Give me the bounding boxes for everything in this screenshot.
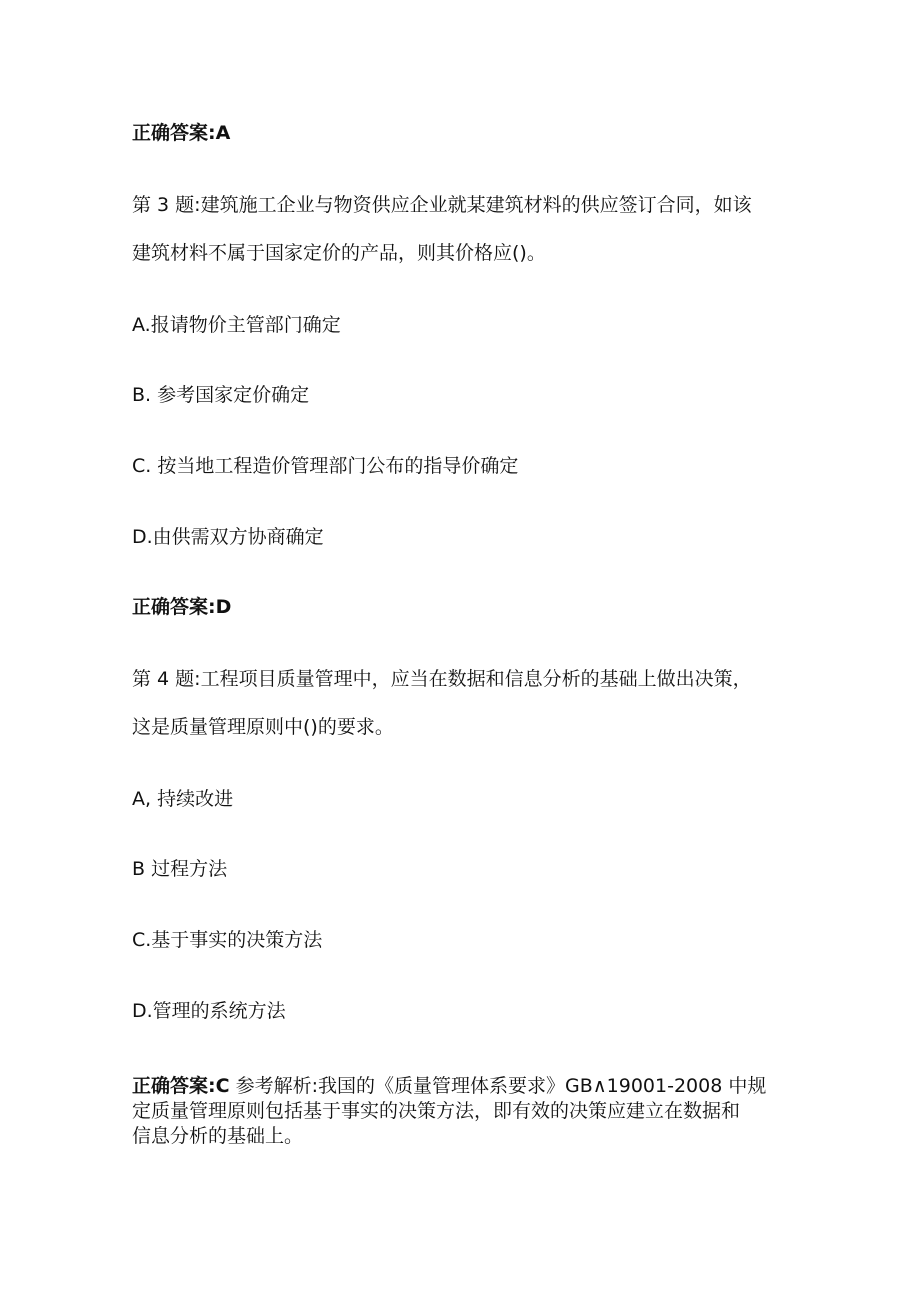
explanation-row-1 — [132, 1074, 802, 1099]
q3-option-c: C. 按当地工程造价管理部门公布的指导价确定 — [132, 455, 519, 477]
question-3-line-2: 建筑材料不属于国家定价的产品，则其价格应()。 — [132, 242, 546, 264]
answer-q4: 正确答案:C — [132, 1075, 230, 1097]
answer-q2: 正确答案:A — [132, 122, 231, 144]
question-3-line-1: 第 3 题:建筑施工企业与物资供应企业就某建筑材料的供应签订合同，如该 — [132, 194, 752, 216]
q4-option-d: D.管理的系统方法 — [132, 1000, 286, 1022]
q4-option-c: C.基于事实的决策方法 — [132, 929, 323, 951]
question-4-line-2: 这是质量管理原则中()的要求。 — [132, 716, 394, 738]
explanation-row-2: 定质量管理原则包括基于事实的决策方法，即有效的决策应建立在数据和 — [132, 1100, 741, 1122]
explanation-text-1: 参考解析:我国的《质量管理体系要求》GB∧19001-2008 中规 — [229, 1075, 767, 1097]
q4-option-b: B 过程方法 — [132, 858, 228, 880]
q3-option-d: D.由供需双方协商确定 — [132, 526, 324, 548]
q3-option-b: B. 参考国家定价确定 — [132, 384, 310, 406]
answer-explanation-q4 — [132, 1074, 802, 1149]
explanation-row-3: 信息分析的基础上。 — [132, 1125, 304, 1147]
q3-option-a: A.报请物价主管部门确定 — [132, 314, 341, 336]
q4-option-a: A, 持续改进 — [132, 788, 234, 810]
question-4-line-1: 第 4 题:工程项目质量管理中，应当在数据和信息分析的基础上做出决策， — [132, 668, 752, 690]
answer-q3: 正确答案:D — [132, 596, 232, 618]
